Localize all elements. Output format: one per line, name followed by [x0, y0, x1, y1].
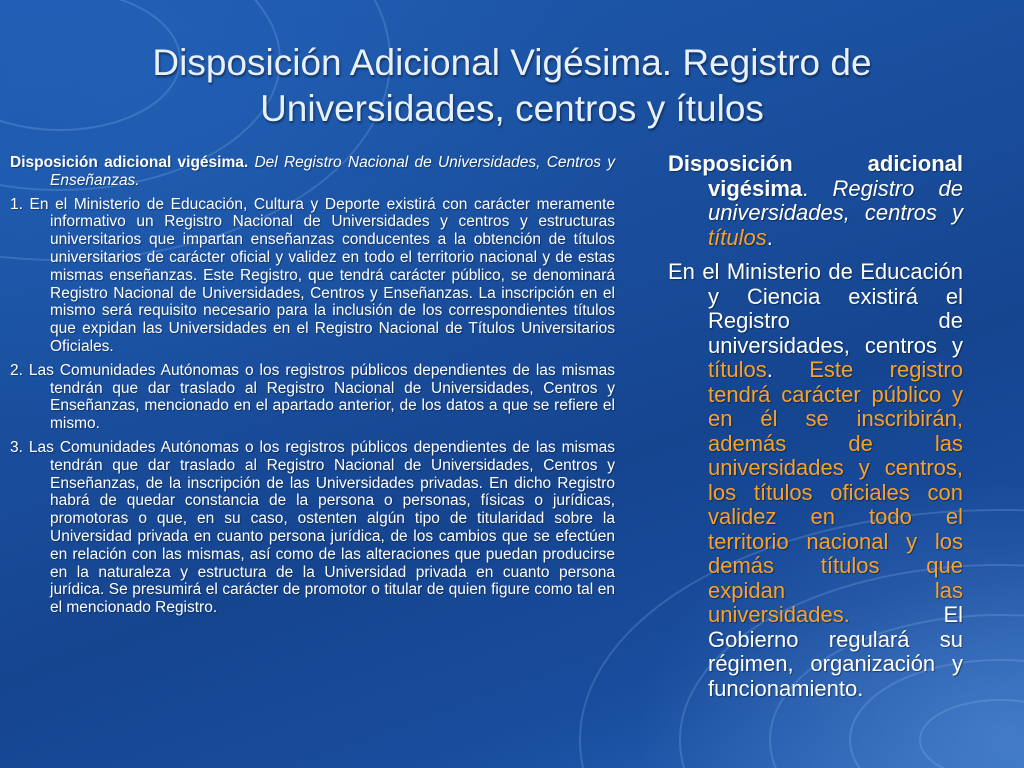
- right-heading-dot: .: [802, 175, 809, 201]
- right-heading-italic-orange: títulos: [708, 224, 767, 250]
- right-heading-bold: Disposición adicional vigésima: [668, 151, 963, 201]
- right-heading: [668, 152, 963, 250]
- right-body: [668, 260, 963, 701]
- right-body-text-3: El Gobierno regulará su régimen, organización y funcionamiento.: [708, 602, 963, 701]
- left-paragraph-3: 3. Las Comunidades Autónomas o los registros públicos dependientes de las mismas tendrán que dar traslado al Registro Nacional de Universidades, Centros y Enseñanzas, de la inscripción de las Universidades privadas. En dicho Registro habrá de quedar constancia de la persona o personas, físicas o jurídicas, promotoras o que, en su caso, ostenten algún tipo de titularidad sobre la Universidad privada en cuanto persona jurídica, de los cambios que se efectúen en relación con las mismas, así como de las alteraciones que puedan producirse en la naturaleza y estructura de la Universidad privada en cuanto persona jurídica. Se presumirá el carácter de promotor o titular de quien figure como tal en el mencionado Registro.: [10, 438, 615, 617]
- left-paragraph-1: 1. En el Ministerio de Educación, Cultura y Deporte existirá con carácter meramente informativo un Registro Nacional de Universidades y centros y estructuras universitarios que impartan enseñanzas conducentes a la obtención de títulos universitarios de carácter oficial y validez en todo el territorio nacional y de estas mismas enseñanzas. Este Registro, que tendrá carácter público, se denominará Registro Nacional de Universidades, Centros y Enseñanzas. La inscripción en el mismo será requisito necesario para la inclusión de los correspondientes títulos que expidan las Universidades en el Registro Nacional de Títulos Universitarios Oficiales.: [10, 195, 615, 355]
- left-heading-bold: Disposición adicional vigésima.: [10, 154, 249, 171]
- right-body-text-2: .: [766, 357, 773, 382]
- left-paragraph-2: 2. Las Comunidades Autónomas o los registros públicos dependientes de las mismas tendrán que dar traslado al Registro Nacional de Universidades, Centros y Enseñanzas, mencionado en el apartado anterior, de los datos a que se refiere el mismo.: [10, 361, 615, 433]
- slide-title: Disposición Adicional Vigésima. Registro de Universidades, centros y ítulos: [152, 42, 872, 129]
- right-heading-italic: Registro de universidades, centros y: [708, 175, 963, 225]
- left-text-column: [10, 154, 615, 623]
- right-heading-end: .: [766, 224, 773, 250]
- right-body-text-1: En el Ministerio de Educación y Ciencia existirá el Registro de universidades, centros y: [668, 259, 963, 358]
- right-body-highlight-2: Este registro tendrá carácter público y en él se inscribirán, además de las universidades y centros, los títulos oficiales con validez en todo el territorio nacional y los demás títulos que expidan las universidades.: [708, 357, 963, 627]
- left-heading-italic: Del Registro Nacional de Universidades, Centros y Enseñanzas.: [50, 154, 615, 189]
- right-text-column: [668, 152, 963, 711]
- left-heading: [10, 154, 615, 190]
- right-body-highlight-1: títulos: [708, 357, 767, 382]
